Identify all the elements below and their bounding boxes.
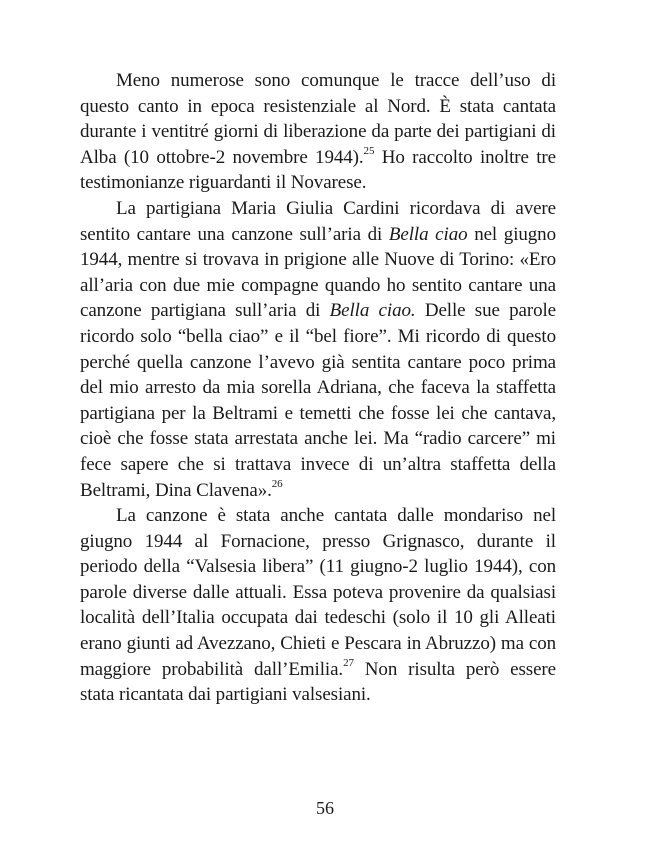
paragraph-3 [80,503,556,708]
footnote-ref-27[interactable]: 27 [343,657,354,670]
footnote-ref-26[interactable]: 26 [271,478,283,491]
paragraph-2-text-a: La partigiana Maria Giulia Cardini ricordava di avere sentito cantare una canzone sull’aria di [80,197,556,245]
paragraph-1 [80,68,556,196]
page-number: 56 [316,798,334,818]
paragraph-2-text-c: Delle sue parole ricordo solo “bella ciao” e il “bel fiore”. Mi ricordo di questo perché quella canzone l’avevo già sentita cantare poco prima del mio arresto da mia sorella Adriana, che faceva la staffetta partigiana per la Beltrami e temetti che fosse lei che cantava, cioè che fosse stata arrestata anche lei. Ma “radio carcere” mi fece sapere che si trattava invece di un’altra staffetta della Beltrami, Dina Clavena». [80,300,556,501]
footnote-ref-25[interactable]: 25 [363,145,375,158]
song-title-1: Bella ciao [388,223,468,245]
paragraph-3-text-a: La canzone è stata anche cantata dalle mondariso nel giugno 1944 al Fornacione, presso Grignasco, durante il periodo della “Valsesia libera” (11 giugno-2 luglio 1944), con parole diverse dalle attuali. Essa poteva provenire da qualsiasi località dell’Italia occupata dai tedeschi (solo il 10 gli Alleati erano giunti ad Avezzano, Chieti e Pescara in Abruzzo) ma con maggiore probabilità dall’Emilia. [80,505,556,680]
paragraph-2-text-b: nel giugno 1944, mentre si trovava in prigione alle Nuove di Torino: «Ero all’aria con due mie compagne quando ho sentito cantare una canzone partigiana sull’aria di [80,223,556,322]
paragraph-2 [80,196,556,503]
song-title-2: Bella ciao. [329,300,416,322]
paragraph-3-text-b: Non risulta però essere stata ricantata dai partigiani valsesiani. [80,658,556,706]
paragraph-1-text-b: Ho raccolto inoltre tre testimonianze riguardanti il Novarese. [80,146,556,194]
paragraph-1-text-a: Meno numerose sono comunque le tracce dell’uso di questo canto in epoca resistenziale al Nord. È stata cantata durante i ventitré giorni di liberazione da parte dei partigiani di Alba (10 ottobre-2 novembre 1944). [80,70,556,168]
page-text [80,68,556,708]
